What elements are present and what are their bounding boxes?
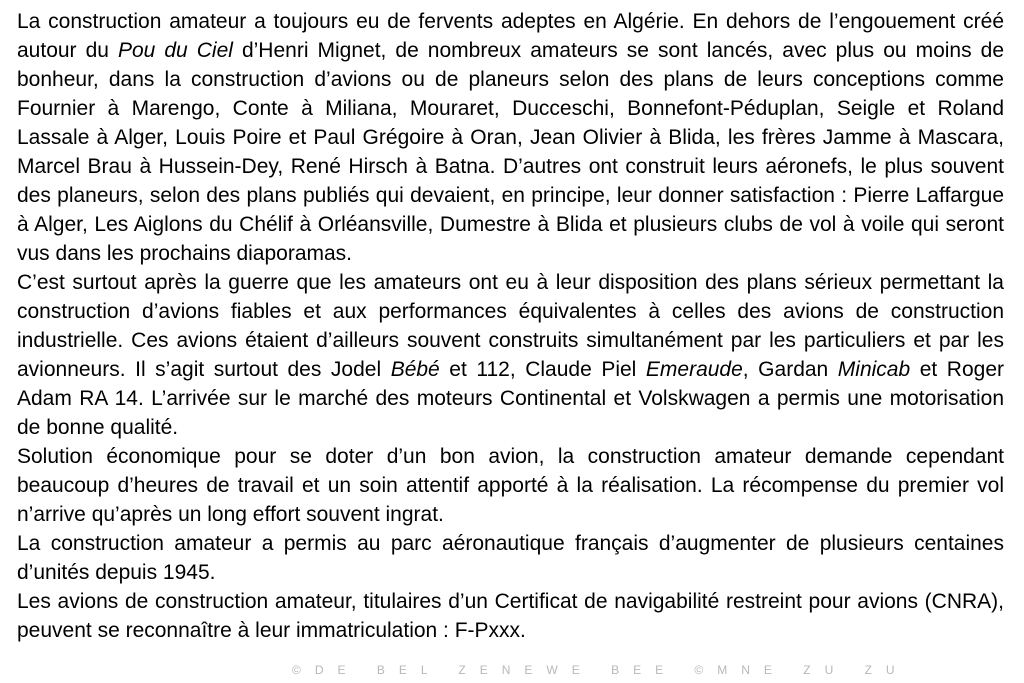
paragraph-2 — [17, 268, 1004, 442]
model-emeraude: Emeraude — [645, 358, 743, 381]
paragraph-3: Solution économique pour se doter d’un bon avion, la construction amateur demande cependant beaucoup d’heures de travail et un soin attentif apporté à la réalisation. La récompense du premier vol n’arrive qu’après un long effort souvent ingrat. — [17, 445, 1004, 526]
model-bebe: Bébé — [390, 358, 440, 381]
paragraph-2-text-a: C’est surtout après la guerre que les amateurs ont eu à leur disposition des plans sérieux permettant la construction d’avions fiables et aux performances équivalentes à celles des avions de construction industrielle. Ces avions étaient d’ailleurs souvent construits simultanément par les particuliers et par les avionneurs. Il s’agit surtout des Jodel — [17, 271, 1004, 381]
paragraph-1-text-a: La construction amateur a toujours eu de fervents adeptes en Algérie. En dehors de l’engouement créé autour du — [17, 10, 1004, 62]
paragraph-4: La construction amateur a permis au parc aéronautique français d’augmenter de plusieurs centaines d’unités depuis 1945. — [17, 532, 1004, 584]
paragraph-1 — [17, 7, 1004, 268]
paragraph-2-text-d: et Roger Adam RA 14. L’arrivée sur le marché des moteurs Continental et Volskwagen a permis une motorisation de bonne qualité. — [17, 358, 1004, 439]
paragraph-5: Les avions de construction amateur, titulaires d’un Certificat de navigabilité restreint pour avions (CNRA), peuvent se reconnaître à leur immatriculation : F-Pxxx. — [17, 590, 1004, 642]
watermark: ©DE BEL ZENEWE BEE ©MNE ZU ZU — [292, 663, 909, 677]
title-pou-du-ciel: Pou du Ciel — [117, 39, 233, 62]
model-minicab: Minicab — [837, 358, 911, 381]
paragraph-2-text-c: , Gardan — [742, 358, 838, 381]
document-body — [17, 7, 1004, 645]
paragraph-1-text-b: d’Henri Mignet, de nombreux amateurs se sont lancés, avec plus ou moins de bonheur, dans la construction d’avions ou de planeurs selon des plans de leurs conceptions comme Fournier à Marengo, Conte à Miliana, Mouraret, Ducceschi, Bonnefont-Péduplan, Seigle et Roland Lassale à Alger, Louis Poire et Paul Grégoire à Oran, Jean Olivier à Blida, les frères Jamme à Mascara, Marcel Brau à Hussein-Dey, René Hirsch à Batna. D’autres ont construit leurs aéronefs, le plus souvent des planeurs, selon des plans publiés qui devaient, en principe, leur donner satisfaction : Pierre Laffargue à Alger, Les Aiglons du Chélif à Orléansville, Dumestre à Blida et plusieurs clubs de vol à voile qui seront vus dans les prochains diaporamas. — [17, 39, 1005, 265]
paragraph-2-text-b: et 112, Claude Piel — [439, 358, 646, 381]
